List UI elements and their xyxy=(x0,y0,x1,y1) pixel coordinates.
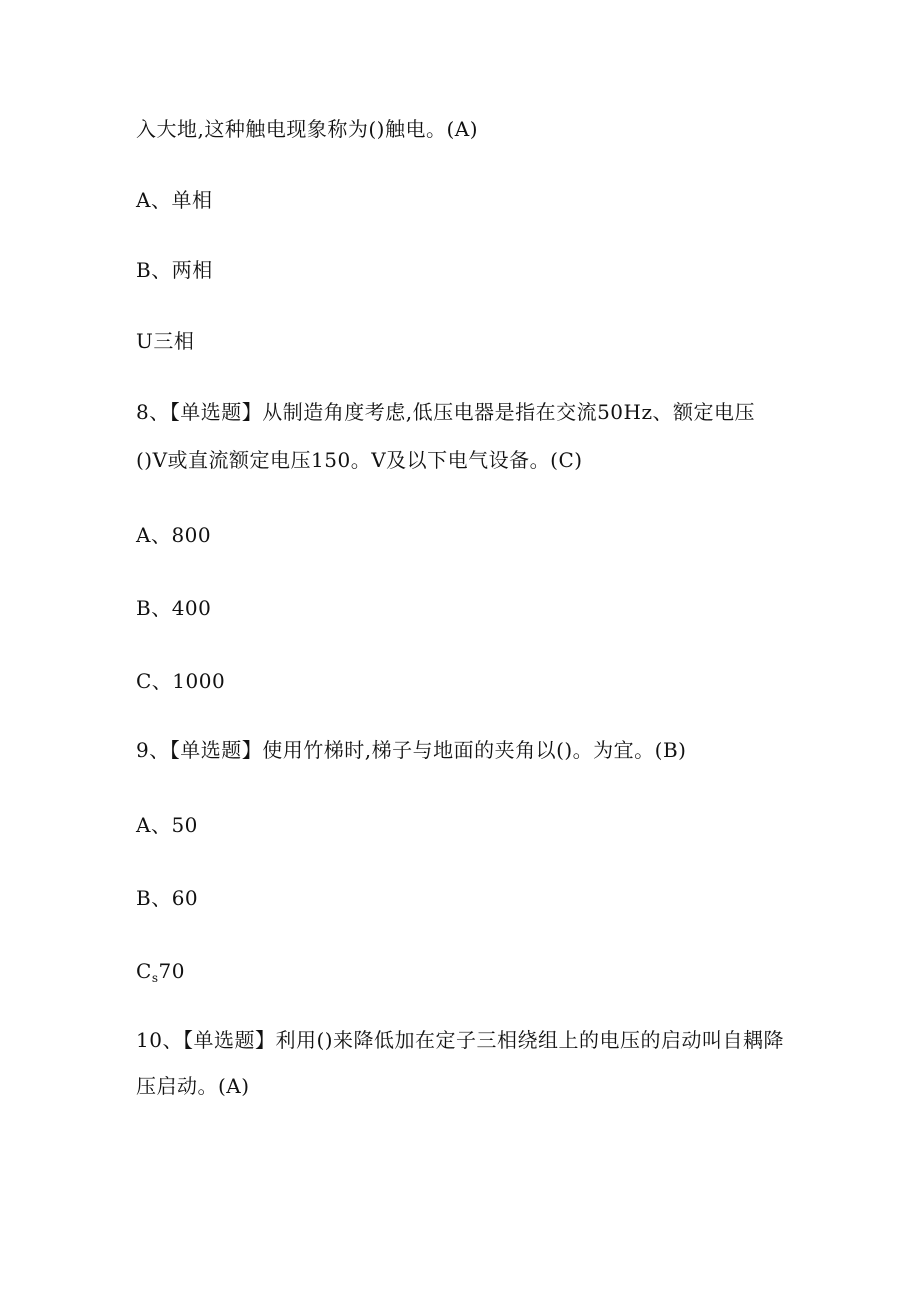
option-b: B、400 xyxy=(136,596,212,620)
question-9: 9、【单选题】使用竹梯时,梯子与地面的夹角以()。为宜。(B) xyxy=(136,738,687,762)
question-8-line-1: 8、【单选题】从制造角度考虑,低压电器是指在交流50Hz、额定电压 xyxy=(136,400,756,424)
option-a: A、单相 xyxy=(136,188,213,212)
question-10-line-2: 压启动。(A) xyxy=(136,1074,250,1098)
option-c: C、1000 xyxy=(136,669,226,693)
option-a: A、50 xyxy=(136,813,198,837)
option-c-letter: C xyxy=(136,959,152,983)
question-7-continuation: 入大地,这种触电现象称为()触电。(A) xyxy=(136,117,479,141)
option-c: U三相 xyxy=(136,329,195,353)
option-c-subscript: s xyxy=(151,971,159,985)
option-b: B、两相 xyxy=(136,258,213,282)
option-b: B、60 xyxy=(136,886,199,910)
question-10-line-1: 10、【单选题】利用()来降低加在定子三相绕组上的电压的启动叫自耦降 xyxy=(136,1028,785,1052)
option-c xyxy=(136,958,185,991)
question-8-line-2: ()V或直流额定电压150。V及以下电气设备。(C) xyxy=(136,448,583,472)
option-c-value: 70 xyxy=(158,959,185,983)
option-a: A、800 xyxy=(136,523,212,547)
